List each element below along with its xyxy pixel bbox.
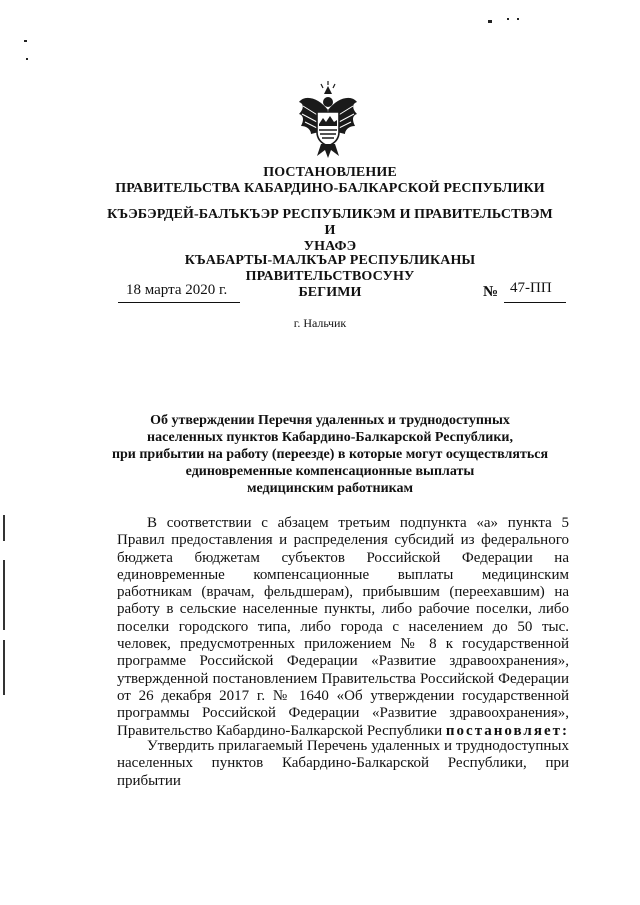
document-title-line5: медицинским работникам <box>246 481 414 496</box>
header-title-line1: ПОСТАНОВЛЕНИЕ <box>263 165 397 180</box>
body-paragraph-2: Утвердить прилагаемый Перечень удаленных и труднодоступных населенных пунктов Кабардино-Балкарской Республики, при прибытии <box>117 738 569 789</box>
document-title-line4: единовременные компенсационные выплаты <box>185 464 475 479</box>
document-title-line3: при прибытии на работу (переезде) в которые могут осуществляться <box>111 447 549 462</box>
header-kabardian-line1: КЪЭБЭРДЕЙ-БАЛЪКЪЭР РЕСПУБЛИКЭМ И ПРАВИТЕЛЬСТВЭМ И <box>107 207 553 238</box>
scan-speck <box>488 20 492 23</box>
document-title-line2: населенных пунктов Кабардино-Балкарской Республики, <box>147 430 513 445</box>
scan-speck <box>24 40 27 42</box>
header-balkar-line1: КЪАБАРТЫ-МАЛКЪАР РЕСПУБЛИКАНЫ ПРАВИТЕЛЬСТВОСУНУ <box>184 253 476 284</box>
document-header <box>100 165 560 197</box>
scan-speck <box>26 58 28 60</box>
coat-of-arms-icon <box>297 80 359 160</box>
number-underline <box>504 302 566 303</box>
document-number: 47-ПП <box>510 280 552 296</box>
document-title <box>95 412 565 497</box>
city: г. Нальчик <box>293 316 347 330</box>
number-label: № <box>483 284 499 300</box>
scan-speck <box>507 18 509 20</box>
binding-mark <box>3 640 5 695</box>
decree-word: постановляет: <box>445 722 569 739</box>
binding-mark <box>3 560 5 630</box>
document-date: 18 марта 2020 г. <box>126 282 228 298</box>
date-underline <box>118 302 240 303</box>
body-paragraph-1-text: В соответствии с абзацем третьим подпункта «а» пункта 5 Правил предоставления и распределения субсидий из федерального бюджета бюджетам субъектов Российской Федерации на единовременные компенсационные выплаты медицинским работникам (врачам, фельдшерам), прибывшим (переехавшим) на работу в сельские населенные пункты, либо рабочие поселки, либо поселки городского типа, либо города с населением до 50 тыс. человек, предусмотренных приложением № 8 к государственной программе Российской Федерации «Развитие здравоохранения», утвержденной постановлением Правительства Российской Федерации от 26 декабря 2017 г. № 1640 «Об утверждении государственной программы Российской Федерации «Развитие здравоохранения», Правительство Кабардино-Балкарской Республики <box>117 515 569 739</box>
scan-speck <box>517 18 519 20</box>
body-paragraph-1 <box>117 515 569 740</box>
header-kabardian-line2: УНАФЭ <box>303 239 357 254</box>
header-balkar-line2: БЕГИМИ <box>298 285 362 300</box>
header-kabardian <box>100 207 560 255</box>
date-number-row <box>118 282 568 306</box>
binding-mark <box>3 515 5 541</box>
document-title-line1: Об утверждении Перечня удаленных и труднодоступных <box>150 413 510 428</box>
header-title-line2: ПРАВИТЕЛЬСТВА КАБАРДИНО-БАЛКАРСКОЙ РЕСПУБЛИКИ <box>115 181 545 196</box>
